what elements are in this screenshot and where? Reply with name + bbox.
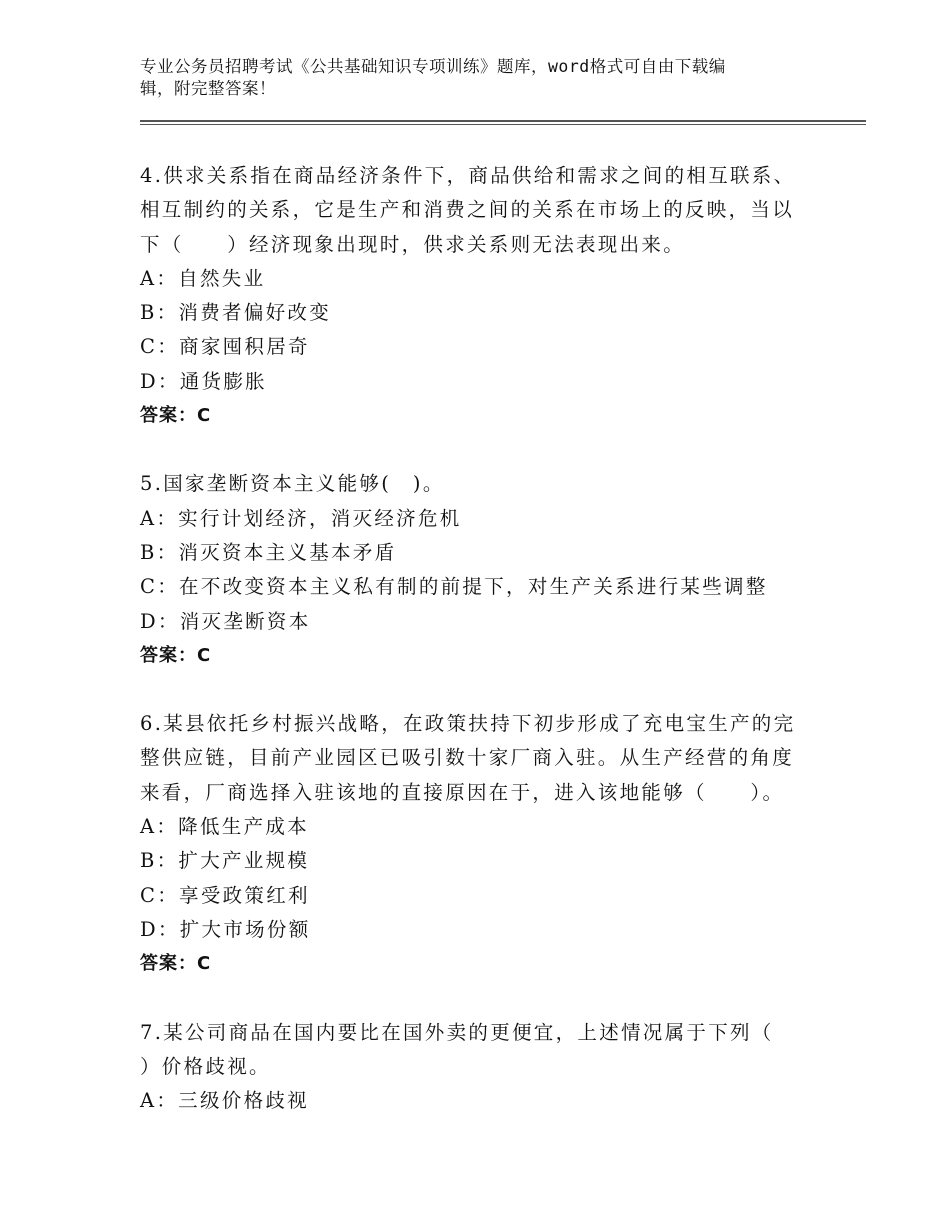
question-stem-line: ）价格歧视。	[140, 1054, 271, 1078]
answer: 答案：C	[140, 405, 212, 427]
question-stem-line: 整供应链，目前产业园区已吸引数十家厂商入驻。从生产经营的角度	[140, 746, 795, 770]
option-d: D：消灭垄断资本	[140, 609, 311, 633]
option-b: B：扩大产业规模	[140, 849, 310, 873]
question-list	[140, 159, 820, 1152]
question-stem-line: 下（ ）经济现象出现时，供求关系则无法表现出来。	[140, 232, 686, 256]
header-divider-thin	[140, 124, 866, 125]
question-stem-line: 4.供求关系指在商品经济条件下，商品供给和需求之间的相互联系、	[140, 164, 796, 187]
answer: 答案：C	[140, 644, 212, 666]
question-stem-line: 6.某县依托乡村振兴战略，在政策扶持下初步形成了充电宝生产的完	[140, 712, 796, 736]
header-line-2: 辑，附完整答案！	[140, 79, 276, 98]
answer: 答案：C	[140, 953, 212, 975]
option-a: A：自然失业	[140, 266, 266, 290]
question-stem-line: 相互制约的关系，它是生产和消费之间的关系在市场上的反映，当以	[140, 198, 795, 222]
option-d: D：通货膨胀	[140, 369, 267, 393]
option-a: A：降低生产成本	[140, 815, 309, 839]
option-c: C：享受政策红利	[140, 883, 310, 907]
question-7	[140, 1016, 820, 1119]
option-c: C：商家囤积居奇	[140, 335, 310, 359]
question-4	[140, 159, 820, 433]
option-b: B：消灭资本主义基本矛盾	[140, 540, 397, 564]
document-header	[140, 56, 840, 100]
header-divider	[140, 120, 866, 122]
question-stem-line: 来看，厂商选择入驻该地的直接原因在于，进入该地能够（ ）。	[140, 780, 785, 804]
question-6	[140, 707, 820, 981]
question-stem-line: 7.某公司商品在国内要比在国外卖的更便宜，上述情况属于下列（	[140, 1020, 774, 1044]
option-d: D：扩大市场份额	[140, 917, 311, 941]
option-b: B：消费者偏好改变	[140, 301, 332, 325]
question-stem-line: 5.国家垄断资本主义能够( )。	[140, 472, 445, 496]
option-a: A：三级价格歧视	[140, 1089, 309, 1113]
question-5	[140, 467, 820, 673]
option-a: A：实行计划经济，消灭经济危机	[140, 506, 462, 530]
header-line-1: 专业公务员招聘考试《公共基础知识专项训练》题库，word格式可自由下载编	[140, 57, 726, 76]
option-c: C：在不改变资本主义私有制的前提下，对生产关系进行某些调整	[140, 575, 768, 599]
